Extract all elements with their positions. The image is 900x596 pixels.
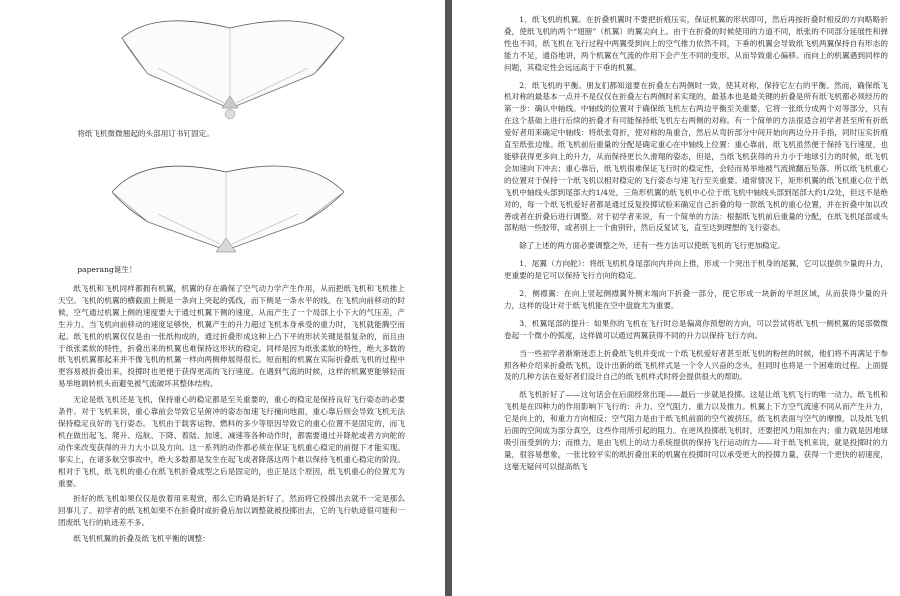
left-body-text [58, 283, 405, 549]
paragraph: 当一些初学者渐渐迷恋上折叠纸飞机并变成一个纸飞机爱好者甚至纸飞机的粉丝的时候，他们将不再满足于参照各种介绍来折叠纸飞机，设计出新的纸飞机样式是一个令人兴奋的念头，但同时也将是一个困难的过程。上面提及的几种方法在爱好者们设计自己的纸飞机样式时将会提供很大的帮助。 [504, 348, 888, 382]
paper-airplane-figure-bottom [108, 148, 348, 260]
left-page [0, 0, 445, 596]
paragraph: 无论是纸飞机还是飞机，保持重心的稳定都是至关重要的，重心的稳定是保持良好飞行姿态的必要条件。对于飞机来说，重心靠前会导致它呈俯冲的姿态加速飞行撞向地面，重心靠后则会导致飞机无法保持稳定良好的飞行姿态。飞机由于载客运物、燃料的多少等原因导致它的重心位置不是固定的，而飞机在做出起飞、爬升、巡航、下降、着陆、加速、减速等各种动作时，都需要通过升降舵或者方向舵的动作来改变获得的升力大小以及方向。这一系列的动作都必须在保证飞机重心稳定的前提下才能实现。事实上，在诸多航空事故中，绝大多数都是发生在起飞或者降落这两个难以保持飞机重心稳定的阶段。相对于飞机，纸飞机的重心在纸飞机折叠成型之后是固定的，也正是这个原因，纸飞机重心的位置尤为重要。 [58, 395, 405, 488]
paragraph: 纸飞机折好了——这句话会在后面经常出现——最后一步就是投掷。这是让纸飞机飞行的唯一动力。纸飞机和飞机是在四种力的作用影响下飞行的：升力、空气阻力、重力以及推力。机翼上下方空气流速不同从而产生升力，它是向上的，和重力方向相反；空气阻力是由于纸飞机前面的空气被挤压，纸飞机表面与空气的摩擦，以及纸飞机后面的空间成为部分真空，这些作用所引起的阻力。在逆风投掷纸飞机时，还要把风力阻加在内；重力就是因地球吸引而受到的力；而推力，是由飞机上的动力系统提供的保持飞行运动的力——对于纸飞机来说，就是投掷时的力量，很容易想象，一张比较平实的纸折叠出来的机翼在投掷时可以承受更大的投掷力量，获得一个更快的初速度，这毫无疑问可以提高纸飞 [504, 390, 888, 471]
right-page [452, 0, 900, 596]
paragraph: 2．侧襟翼：在向上竖起侧襟翼外侧末端向下折叠一部分，使它形成一块新的平坦区域，从而获得少量的升力，这样的设计对于纸飞机能在空中盘旋尤为重要。 [504, 289, 888, 310]
figure-caption-2: paperang诞生！ [77, 265, 137, 274]
paragraph: 纸飞机机翼的折叠及纸飞机平衡的调整： [73, 534, 210, 544]
paper-airplane-figure-top [118, 8, 348, 120]
paragraph: 除了上述的两方面必要调整之外，还有一些方法可以使纸飞机的飞行更加稳定。 [519, 241, 785, 251]
paragraph: 1．纸飞机的机翼。在折叠机翼时不要把折痕压实，保证机翼的形状即可，然后再按折叠时相反的方向略略折叠，使纸飞机的两个“翅膀”（机翼）的翼尖向上。由于在折叠的时候使用的力道不同，纸张的不同部分延展性和弹性也不同，纸飞机在飞行过程中两翼受到向上的空气推力依然不同，下垂的机翼会导致纸飞机两翼保持自有形态的能力不足，通俗地讲，两个机翼在气流的作用下会产生不同的变形，从而导致重心偏移。而向上的机翼遇到同样的问题，其稳定性会远远高于下垂的机翼。 [504, 15, 888, 72]
right-body-text [504, 14, 888, 479]
figure-caption-1: 将纸飞机微微翘起的头部用订书钉固定。 [77, 129, 214, 138]
paragraph: 1．尾翼（方向舵）：将纸飞机机身尾部向内并向上推，形成一个突出于机身的尾翼，它可以提供少量的升力，更重要的是它可以保持飞行方向的稳定。 [504, 259, 888, 281]
paragraph: 2．纸飞机的平衡。朋友们都知道要在折叠左右两侧时一致，使其对称，保持它左右的平衡。然而，确保纸飞机对称的最基本一点并不是仅仅在折叠左右两侧时来实现的，最基本也是最关键的折叠是所有纸飞机都必须经历的第一步：确认中轴线。中轴线的位置对于确保纸飞机左右两边平衡至关重要，它将一张纸分成两个对等部分，只有在这个基础上进行后续的折叠才有可能保持纸飞机左右两侧的对称。有一个简单的方法很适合初学者甚至所有折纸爱好者用来确定中轴线：将纸张弯折，使对称的角重合，然后从弯折部分中间开始向两边分开手指，同时压实折痕直至纸张边缘。纸飞机前后重量的分配是确定重心在中轴线上位置：重心靠前，纸飞机虽然便于保持飞行速度，也能够获得更多向上的升力，从而保持更长久滑翔的姿态，但是，当纸飞机获得的升力小于地球引力的时候，纸飞机会加速向下冲去；重心靠后，纸飞机很难保证飞行时的稳定性，会轻而易举地被气流掀翻后坠落。所以纸飞机重心的位置对于保持一个纸飞机以相对稳定的飞行姿态与速飞行至关重要。通常情况下，矩形机翼的纸飞机重心位于纸飞机中轴线头部到尾部大约1/4处，三角形机翼的纸飞机中心位于纸飞机中轴线头部到尾部大约1/2处，但这不是绝对的，每一个纸飞机爱好者都是通过反复投掷试验来确定自己折叠的每一款纸飞机的重心位置，并在折叠中加以改善或者在折叠后进行调整。对于初学者来说，有一个简单的方法：根据纸飞机前后重量的分配，在纸飞机尾部或头部粘贴一些胶带，或者别上一个曲别针，然后反复试飞，直至达到理想的飞行姿态。 [504, 80, 888, 233]
page-gutter [445, 0, 452, 596]
paragraph: 纸飞机和飞机同样都拥有机翼，机翼的存在确保了空气动力学产生作用，从而把纸飞机和飞机推上天空。飞机的机翼的横截面上侧是一条向上突起的弧线，而下侧是一条水平的线。在飞机向前移动的时候，空气通过机翼上侧的速度要大于通过机翼下侧的速度，从而产生了一个局部上小下大的气压差，产生升力。当飞机向前移动的速度足够快，机翼产生的升力超过飞机本身承受的重力时，飞机就能腾空而起。纸飞机的机翼仅仅是由一张纸构成的，通过折叠形成这种上凸下平的形状关键是很复杂的，而且由于纸张柔软的特性，折叠出来的机翼也难保持这形状的稳定。同样是因为纸张柔软的特性，绝大多数的纸飞机机翼都起来并不像飞机的机翼一样向两侧伸展得很长。短而粗的机翼在实际折叠纸飞机的过程中更容易被折叠出来，投掷时也更便于获得更高的飞行速度。在遇到气流的时候，这样的机翼更能够轻而易举地调转机头而避免被气流破坏其整体结构。 [58, 284, 405, 389]
paragraph: 折好的纸飞机如果仅仅是放着用来观赏，那么它的确是折好了，然而将它投掷出去就不一定是那么回事儿了。初学者的纸飞机如果不在折叠时或折叠后加以调整就被投掷出去，它的飞行轨迹很可能和一团废纸飞行的轨迹差不多。 [58, 494, 405, 528]
paragraph: 3．机翼尾部的提升：如果你的飞机在飞行时总是偏离你预想的方向，可以尝试将纸飞机一侧机翼的尾部微微卷起一个微小的弧度，这样做可以通过两翼获得不同的升力以保持飞行方向。 [504, 318, 888, 340]
